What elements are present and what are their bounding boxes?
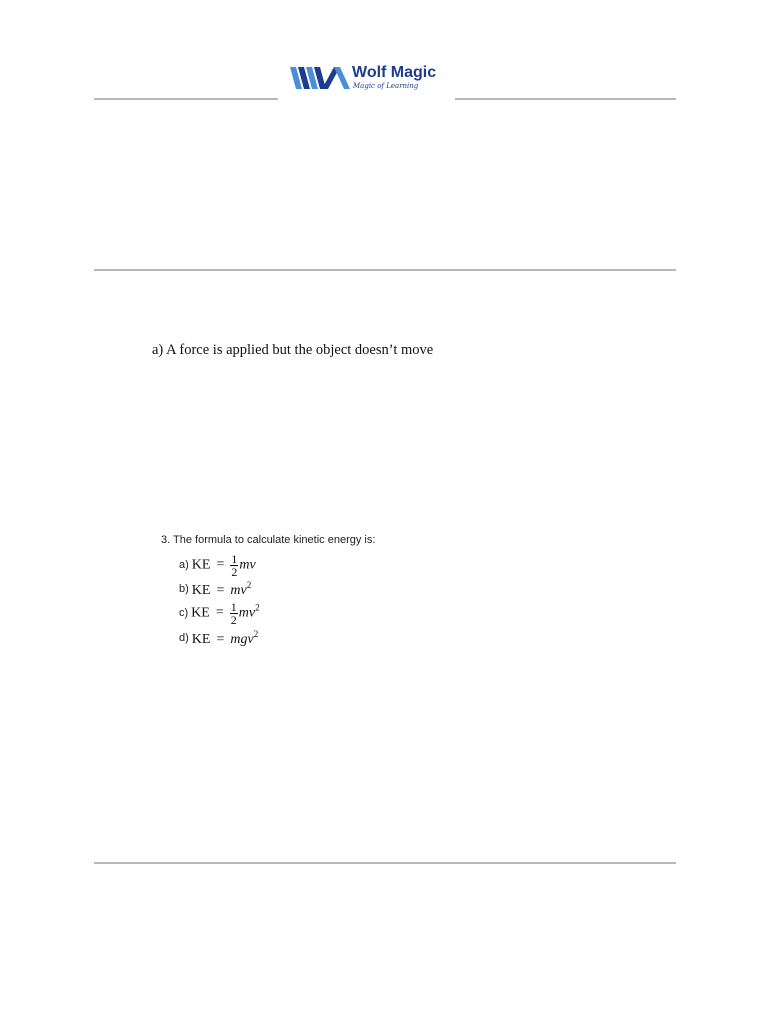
fraction-denominator: 2 [230, 612, 237, 627]
question-text: 3. The formula to calculate kinetic energy is: [161, 534, 376, 546]
logo-name: Wolf Magic [352, 64, 437, 81]
question-option-c [179, 598, 260, 628]
question-option-a [179, 550, 256, 580]
formula-equals: = [216, 631, 225, 647]
velocity-symbol: v [248, 605, 256, 621]
answer-option-text: a) A force is applied but the object doesn’t move [152, 342, 434, 358]
formula [192, 629, 258, 648]
formula [192, 580, 251, 599]
formula-equals: = [215, 605, 224, 621]
wolf-magic-logo-mark-icon [290, 67, 350, 89]
exponent: 2 [246, 579, 252, 590]
formula-lhs: KE [191, 582, 211, 598]
formula [192, 553, 256, 578]
option-letter: a) [179, 559, 189, 571]
exponent: 2 [255, 602, 260, 613]
section-divider [94, 269, 676, 271]
formula [191, 601, 259, 626]
velocity-symbol: v [247, 631, 254, 647]
logo-tagline: Magic of Learning [353, 82, 419, 90]
fraction [230, 553, 238, 578]
mass-symbol: m [239, 557, 250, 573]
velocity-symbol: v [240, 582, 247, 598]
header-rule-right [455, 98, 676, 100]
option-letter: d) [179, 632, 189, 644]
question-option-b [179, 581, 251, 597]
question-option-d [179, 630, 258, 646]
formula-lhs: KE [191, 631, 211, 647]
fraction [230, 601, 238, 626]
mass-symbol: m [238, 605, 249, 621]
fraction-numerator: 1 [230, 599, 237, 614]
footer-rule [94, 862, 676, 864]
formula-lhs: KE [191, 605, 210, 621]
gravity-symbol: g [240, 631, 248, 647]
formula-equals: = [216, 557, 225, 573]
mass-symbol: m [230, 582, 241, 598]
header-rule-left [94, 98, 278, 100]
fraction-denominator: 2 [231, 564, 238, 579]
formula-equals: = [216, 582, 225, 598]
option-letter: b) [179, 583, 189, 595]
velocity-symbol: v [249, 557, 256, 573]
fraction-numerator: 1 [231, 551, 238, 566]
mass-symbol: m [230, 631, 241, 647]
wolf-magic-logo [290, 62, 450, 96]
option-letter: c) [179, 607, 189, 619]
exponent: 2 [253, 628, 259, 639]
formula-lhs: KE [191, 557, 211, 573]
